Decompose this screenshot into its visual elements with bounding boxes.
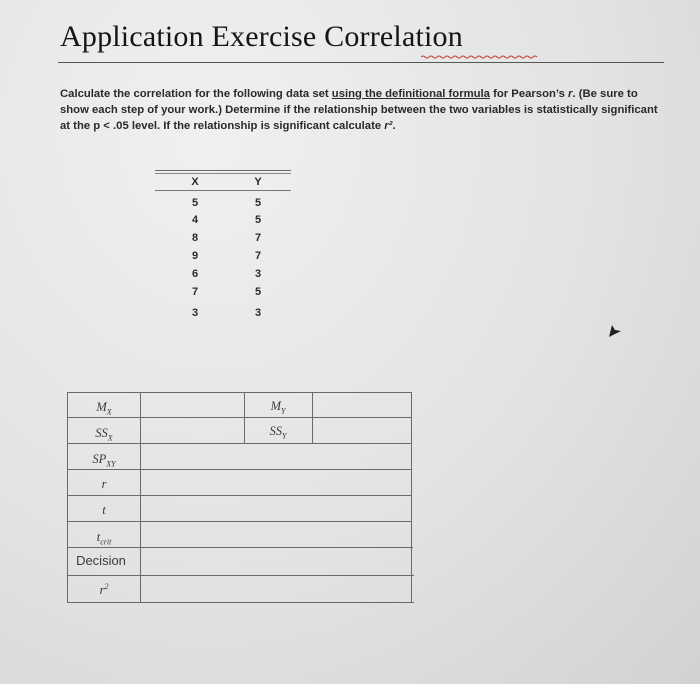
table-header-rule xyxy=(155,190,291,191)
underlined-phrase: using the definitional formula xyxy=(331,88,490,100)
x-value: 4 xyxy=(191,214,199,226)
row-rule xyxy=(67,547,413,548)
r-squared-label: $r^2$ xyxy=(99,582,109,598)
x-value: 9 xyxy=(191,250,199,262)
column-rule xyxy=(411,392,412,603)
mean-x-label: $M_X$ xyxy=(96,400,112,417)
row-rule xyxy=(67,392,412,393)
row-rule xyxy=(67,602,414,603)
y-value: 3 xyxy=(254,307,262,319)
row-rule xyxy=(67,469,412,470)
column-header-x: X xyxy=(191,176,199,188)
column-rule xyxy=(244,392,245,443)
x-value: 3 xyxy=(191,307,199,319)
row-rule xyxy=(67,575,414,576)
r-label: r xyxy=(101,477,107,491)
x-value: 7 xyxy=(191,286,199,298)
y-value: 7 xyxy=(254,250,262,262)
column-rule xyxy=(140,392,141,603)
column-rule xyxy=(67,392,68,603)
x-value: 5 xyxy=(191,197,199,209)
page-title: Application Exercise Correlation xyxy=(60,20,463,53)
table-top-rule xyxy=(155,170,291,171)
y-value: 5 xyxy=(254,286,262,298)
row-rule xyxy=(67,417,412,418)
row-rule xyxy=(67,521,412,522)
instructions-paragraph: Calculate the correlation for the following data set using the definitional formula for Pearson’s r. (Be sure to show each step of your work.) Determine if the relationship between the two variables is statistically significant at the p < .05 level. If the relationship is significant calculate r². xyxy=(60,88,658,132)
spellcheck-squiggle xyxy=(421,55,538,59)
column-header-y: Y xyxy=(254,176,262,188)
sum-squares-x-label: $SS_X$ xyxy=(95,426,113,443)
x-value: 6 xyxy=(191,268,199,280)
y-value: 7 xyxy=(254,232,262,244)
row-rule xyxy=(67,495,412,496)
y-value: 5 xyxy=(254,197,262,209)
mouse-cursor-icon xyxy=(608,324,622,338)
row-rule xyxy=(67,443,412,444)
sum-products-label: $SP_{XY}$ xyxy=(92,452,116,469)
mean-y-label: $M_Y$ xyxy=(270,399,286,416)
title-divider xyxy=(58,62,664,63)
t-critical-label: $t_{crit}$ xyxy=(96,530,112,547)
decision-label: Decision xyxy=(76,553,126,568)
y-value: 5 xyxy=(254,214,262,226)
y-value: 3 xyxy=(254,268,262,280)
table-top-rule-inner xyxy=(155,173,291,174)
column-rule xyxy=(312,392,313,443)
sum-squares-y-label: $SS_Y$ xyxy=(269,424,287,441)
t-label: t xyxy=(102,503,106,517)
x-value: 8 xyxy=(191,232,199,244)
